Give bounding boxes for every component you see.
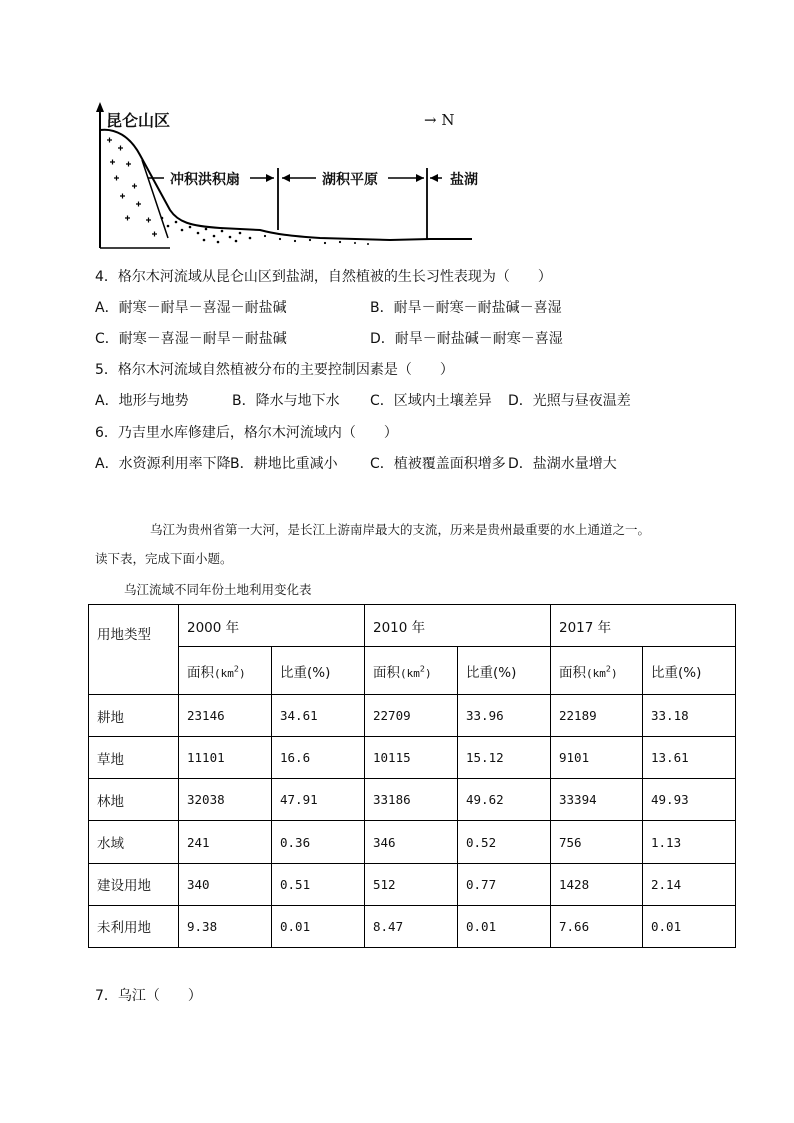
table-row [89,863,736,905]
cell: 241 [179,821,272,863]
subheader-area: 面积$(km^2)$ [179,647,272,695]
question-5-option-a: A．地形与地势 [95,393,189,409]
row-type: 水域 [89,821,179,863]
cell: 34.61 [272,695,365,737]
cell: 9101 [551,737,643,779]
subheader-area: 面积$(km^2)$ [551,647,643,695]
cell: 346 [365,821,458,863]
cell: 8.47 [365,905,458,947]
cell: 13.61 [643,737,736,779]
table-caption: 乌江流域不同年份土地利用变化表 [124,582,312,597]
subheader-ratio: 比重(%) [458,647,551,695]
subheader-ratio: 比重(%) [272,647,365,695]
land-use-table [88,604,736,948]
row-type: 耕地 [89,695,179,737]
question-4-option-b: B．耐旱－耐寒－耐盐碱－喜湿 [370,300,562,316]
question-6-option-d: D．盐湖水量增大 [508,456,617,472]
header-land-type: 用地类型 [89,605,179,695]
cell: 0.01 [272,905,365,947]
cell: 33.96 [458,695,551,737]
header-year-2010: 2010 年 [365,605,551,647]
north-arrow: → N [424,111,455,129]
question-5-option-b: B．降水与地下水 [232,393,340,409]
cell: 0.01 [643,905,736,947]
question-5-option-c: C．区域内土壤差异 [370,393,492,409]
table-row [89,695,736,737]
cell: 0.77 [458,863,551,905]
table-row [89,905,736,947]
label-mountain: 昆仑山区 [106,111,171,130]
cell: 49.93 [643,779,736,821]
cell: 10115 [365,737,458,779]
bedrock-symbols [107,138,157,237]
cell: 1.13 [643,821,736,863]
question-7-stem: 7．乌江（ ） [95,988,202,1004]
cell: 0.36 [272,821,365,863]
cell: 11101 [179,737,272,779]
row-type: 草地 [89,737,179,779]
cell: 15.12 [458,737,551,779]
question-5-option-d: D．光照与昼夜温差 [508,393,631,409]
passage-line-1: 乌江为贵州省第一大河，是长江上游南岸最大的支流，历来是贵州最重要的水上通道之一。 [150,522,651,537]
question-6-stem: 6．乃吉里水库修建后，格尔木河流域内（ ） [95,425,398,441]
cell: 22189 [551,695,643,737]
cell: 340 [179,863,272,905]
row-type: 未利用地 [89,905,179,947]
cell: 49.62 [458,779,551,821]
cell: 512 [365,863,458,905]
label-salt-lake: 盐湖 [450,172,478,188]
cell: 0.52 [458,821,551,863]
row-type: 林地 [89,779,179,821]
cell: 1428 [551,863,643,905]
header-year-2017: 2017 年 [551,605,736,647]
table-row [89,737,736,779]
cell: 0.51 [272,863,365,905]
subheader-area: 面积$(km^2)$ [365,647,458,695]
cell: 33186 [365,779,458,821]
cell: 33.18 [643,695,736,737]
header-year-2000: 2000 年 [179,605,365,647]
cell: 16.6 [272,737,365,779]
table-row [89,821,736,863]
question-6-option-a: A．水资源利用率下降 [95,456,231,472]
cell: 0.01 [458,905,551,947]
question-5-stem: 5．格尔木河流域自然植被分布的主要控制因素是（ ） [95,362,454,378]
cell: 2.14 [643,863,736,905]
cell: 22709 [365,695,458,737]
question-4-option-c: C．耐寒－喜湿－耐旱－耐盐碱 [95,331,287,347]
question-4-stem: 4．格尔木河流域从昆仑山区到盐湖，自然植被的生长习性表现为（ ） [95,269,552,285]
cell: 23146 [179,695,272,737]
question-6-option-b: B．耕地比重减小 [230,456,338,472]
passage-line-2: 读下表，完成下面小题。 [95,551,233,566]
row-type: 建设用地 [89,863,179,905]
label-alluvial-fan: 冲积洪积扇 [170,172,240,188]
table-row [89,779,736,821]
question-4-option-a: A．耐寒－耐旱－喜湿－耐盐碱 [95,300,287,316]
cell: 32038 [179,779,272,821]
subheader-ratio: 比重(%) [643,647,736,695]
cell: 47.91 [272,779,365,821]
cell: 33394 [551,779,643,821]
cell: 9.38 [179,905,272,947]
question-6-option-c: C．植被覆盖面积增多 [370,456,506,472]
question-4-option-d: D．耐旱－耐盐碱－耐寒－喜湿 [370,331,563,347]
cell: 756 [551,821,643,863]
cell: 7.66 [551,905,643,947]
label-lacustrine-plain: 湖积平原 [322,172,378,188]
